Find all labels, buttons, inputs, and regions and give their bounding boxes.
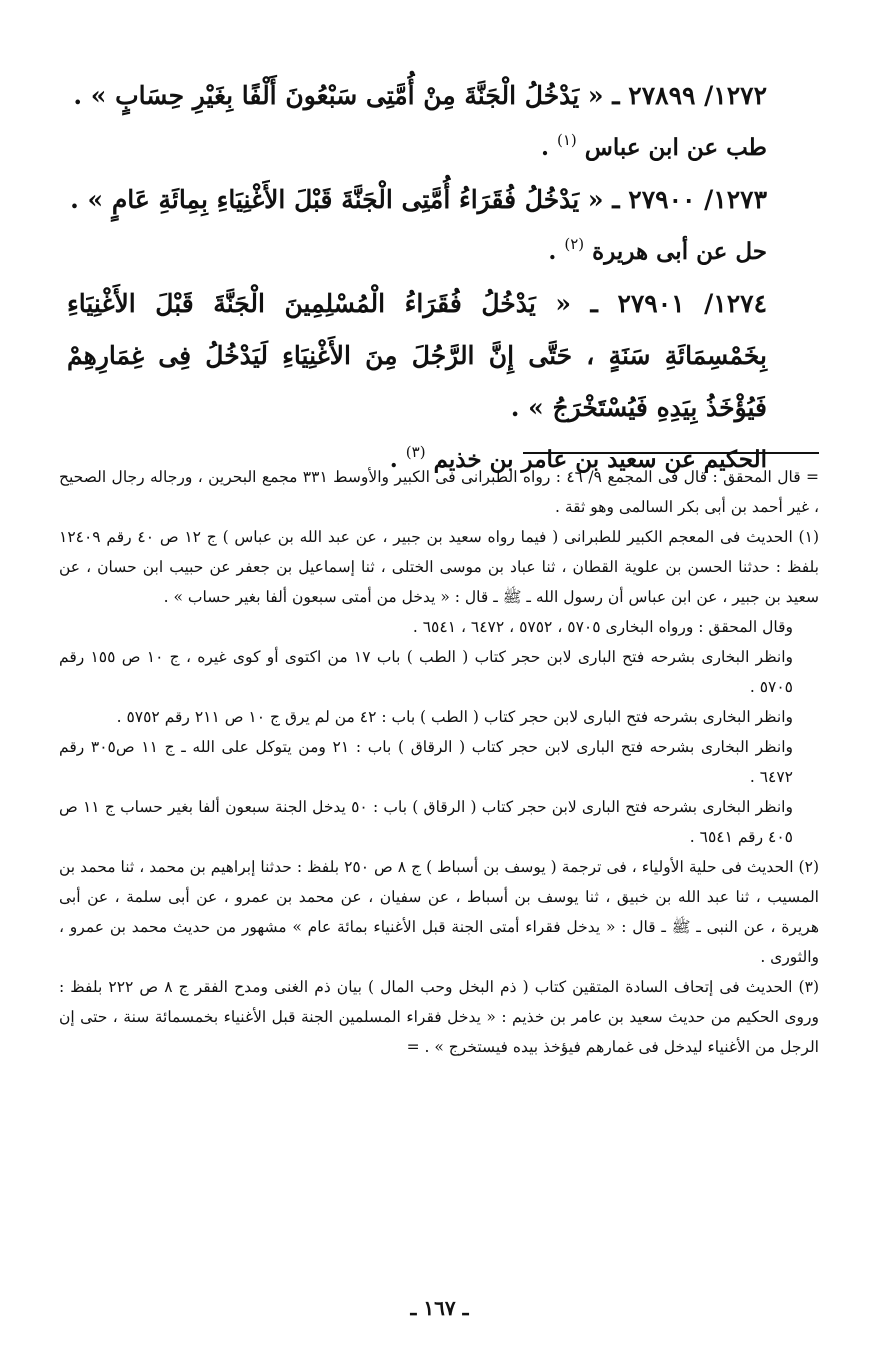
footnote-continuation: = قال المحقق : قال فى المجمع ٩/ ٤٦ : رواه الطبرانى فى الكبير والأوسط ٣٣١ مجمع البحرين ، ورجاله رجال الصحيح ، غير أحمد بن أبى بكر السالمى وهو ثقة . [59,468,819,516]
footnotes [59,462,819,1062]
footnote-ref-2: (٢) [564,235,585,253]
source-dot: . [540,134,549,161]
source-text: حل عن أبى هريرة [592,238,767,265]
page-number: ـ ١٦٧ ـ [410,1296,469,1320]
footnote-ref-3: (٣) [405,443,426,461]
footnote-1-note: وقال المحقق : ورواه البخارى ٥٧٠٥ ، ٥٧٥٢ ، ٦٤٧٢ ، ٦٥٤١ . [412,618,793,636]
footnote-3: (٣) الحديث فى إتحاف السادة المتقين كتاب ( ذم البخل وحب المال ) بيان ذم الغنى ومدح الفقر ج ٨ ص ٢٢٢ بلفظ : وروى الحكيم من حديث سعيد بن عامر بن خذيم : « يدخل فقراء المسلمين الجنة قبل الأغنياء بخمسمائة سنة ، حتى إن الرجل من الأغنياء ليدخل فى غمارهم فيؤخذ بيده فيستخرج » . = [59,978,819,1056]
hadith-1273: ١٢٧٣/ ٢٧٩٠٠ ـ « يَدْخُلُ فُقَرَاءُ أُمَّتِى الْجَنَّةَ قَبْلَ الأَغْنِيَاءِ بِمِائَةِ عَامٍ » . [70,185,767,214]
main-text [67,70,767,486]
footnote-separator [523,452,819,454]
source-1273 [67,226,767,278]
source-text: الحكيم عن سعيد بن عامر بن خذيم [433,446,767,473]
footnote-1-ref-b: وانظر البخارى بشرحه فتح البارى لابن حجر كتاب ( الطب ) باب : ٤٢ من لم يرق ج ١٠ ص ٢١١ رقم ٥٧٥٢ . [116,708,793,726]
footnote-1: (١) الحديث فى المعجم الكبير للطبرانى ( فيما رواه سعيد بن جبير ، عن عبد الله بن عباس ) ج ١٢ ص ٤٠ رقم ١٢٤٠٩ بلفظ : حدثنا الحسن بن علوية القطان ، ثنا عباد بن موسى الختلى ، ثنا إسماعيل بن جعفر عن حبيب ابن حسان ، عن سعيد بن جبير ، عن ابن عباس أن رسول الله ـ ﷺ ـ قال : « يدخل من أمتى سبعون ألفا بغير حساب » . [59,528,819,606]
footnote-1-ref-a: وانظر البخارى بشرحه فتح البارى لابن حجر كتاب ( الطب ) باب ١٧ من اكتوى أو كوى غيره ، ج ١٠ ص ١٥٥ رقم ٥٧٠٥ . [59,648,794,696]
footnote-1-ref-c: وانظر البخارى بشرحه فتح البارى لابن حجر كتاب ( الرقاق ) باب : ٢١ ومن يتوكل على الله ـ ج ١١ ص٣٠٥ رقم ٦٤٧٢ . [59,738,793,786]
source-text: طب عن ابن عباس [584,134,767,161]
footnote-ref-1: (١) [557,131,577,149]
source-1272 [67,122,767,174]
footnote-1-ref-d: وانظر البخارى بشرحه فتح البارى لابن حجر كتاب ( الرقاق ) باب : ٥٠ يدخل الجنة سبعون ألفا بغير حساب ج ١١ ص ٤٠٥ رقم ٦٥٤١ . [59,798,793,846]
source-dot: . [389,446,398,473]
footnote-2: (٢) الحديث فى حلية الأولياء ، فى ترجمة ( يوسف بن أسباط ) ج ٨ ص ٢٥٠ بلفظ : حدثنا إبراهيم بن محمد ، ثنا محمد بن المسيب ، ثنا عبد الله بن خبيق ، ثنا يوسف بن أسباط ، عن سفيان ، عن محمد بن عمرو ، عن أبى سلمة ، عن أبى هريرة ، عن النبى ـ ﷺ ـ قال : « يدخل فقراء أمتى الجنة قبل الأغنياء بمائة عام » مشهور من حديث محمد بن عمرو ، والثورى . [59,858,819,966]
hadith-1274: ١٢٧٤/ ٢٧٩٠١ ـ « يَدْخُلُ فُقَرَاءُ الْمُسْلِمِينَ الْجَنَّةَ قَبْلَ الأَغْنِيَاءِ بِخَمْسِمَائَةِ سَنَةٍ ، حَتَّى إِنَّ الرَّجُلَ مِنَ الأَغْنِيَاءِ لَيَدْخُلُ فِى غِمَارِهِمْ فَيُؤْخَذُ بِيَدِهِ فَيُسْتَخْرَجُ » . [67,289,767,422]
source-dot: . [548,238,557,265]
hadith-1272: ١٢٧٢/ ٢٧٨٩٩ ـ « يَدْخُلُ الْجَنَّةَ مِنْ أُمَّتِى سَبْعُونَ أَلْفًا بِغَيْرِ حِسَابٍ » . [73,81,767,110]
